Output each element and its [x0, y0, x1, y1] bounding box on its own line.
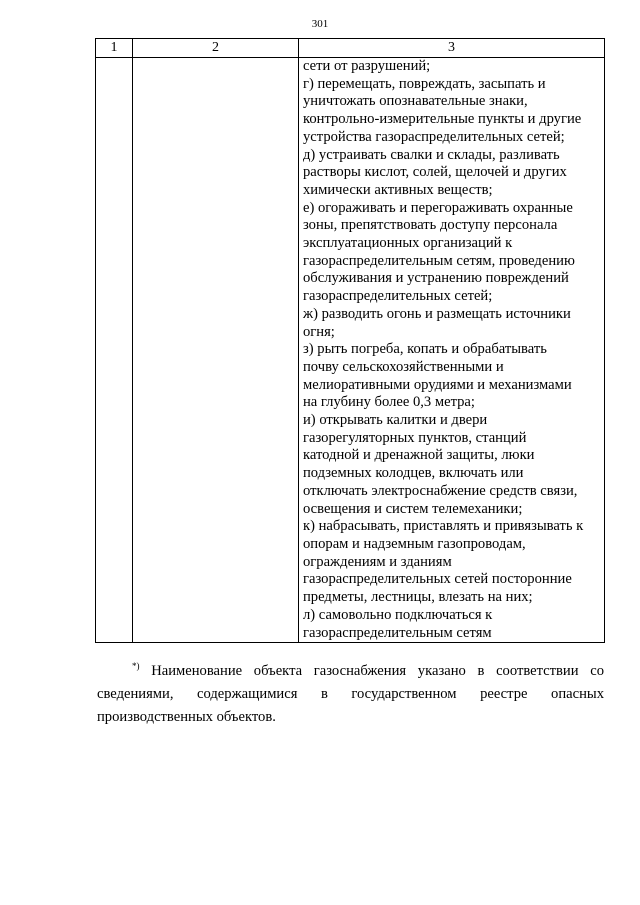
footnote-line: производственных объектов. [97, 709, 276, 725]
table-text-line: предметы, лестницы, влезать на них; [303, 589, 533, 606]
footnote-line: *) Наименование объекта газоснабжения указано в соответствии со [132, 661, 604, 679]
table-text-line: катодной и дренажной защиты, люки [303, 447, 535, 464]
table-text-line: газораспределительных сетей посторонние [303, 571, 572, 588]
table-text-line: д) устраивать свалки и склады, разливать [303, 146, 560, 163]
table-text-line: огня; [303, 323, 335, 340]
page-number: 301 [311, 18, 329, 30]
table-text-line: уничтожать опознавательные знаки, [303, 93, 528, 110]
table-text-line: почву сельскохозяйственными и [303, 358, 504, 375]
column-header-2: 2 [133, 39, 299, 58]
table-text-line: обслуживания и устранению повреждений [303, 270, 569, 287]
table-text-line: е) огораживать и перегораживать охранные [303, 199, 573, 216]
table-cell-col1 [96, 58, 133, 643]
table-text-line: растворы кислот, солей, щелочей и других [303, 164, 567, 181]
table-text-line: г) перемещать, повреждать, засыпать и [303, 75, 546, 92]
column-header-3: 3 [299, 39, 605, 58]
table-text-line: опорам и надземным газопроводам, [303, 535, 526, 552]
table-text-line: ограждениям и зданиям [303, 553, 452, 570]
footnote-marker: *) [132, 661, 140, 671]
table-text-line: эксплуатационных организаций к [303, 235, 513, 252]
table-text-line: отключать электроснабжение средств связи, [303, 482, 578, 499]
table-text-line: газораспределительных сетей; [303, 288, 493, 305]
table-header-row [96, 39, 605, 58]
restrictions-text [299, 58, 604, 642]
table-text-line: сети от разрушений; [303, 58, 431, 74]
table-text-line: и) открывать калитки и двери [303, 412, 488, 429]
table-text-line: л) самовольно подключаться к [303, 606, 493, 623]
column-header-1: 1 [96, 39, 133, 58]
footnote [97, 655, 604, 729]
table-text-line: химически активных веществ; [303, 181, 493, 198]
table-text-line: подземных колодцев, включать или [303, 465, 524, 482]
table-text-line: на глубину более 0,3 метра; [303, 394, 475, 411]
table-row [96, 58, 605, 643]
table-text-line: газораспределительным сетям [303, 624, 492, 641]
table-text-line: газорегуляторных пунктов, станций [303, 429, 527, 446]
table-text-line: устройства газораспределительных сетей; [303, 128, 565, 145]
table-text-line: освещения и систем телемеханики; [303, 500, 523, 517]
table-text-line: з) рыть погреба, копать и обрабатывать [303, 341, 547, 358]
document-table [95, 38, 605, 643]
table-text-line: к) набрасывать, приставлять и привязывать к [303, 518, 584, 535]
table-text-line: контрольно-измерительные пункты и другие [303, 111, 582, 128]
footnote-line: сведениями, содержащимися в государственном реестре опасных [97, 686, 604, 702]
table-text-line: зоны, препятствовать доступу персонала [303, 217, 558, 234]
table-text-line: газораспределительным сетям, проведению [303, 252, 575, 269]
table-cell-col2 [133, 58, 299, 643]
table-cell-col3 [299, 58, 605, 643]
table-text-line: мелиоративными орудиями и механизмами [303, 376, 572, 393]
table-text-line: ж) разводить огонь и размещать источники [303, 305, 571, 322]
